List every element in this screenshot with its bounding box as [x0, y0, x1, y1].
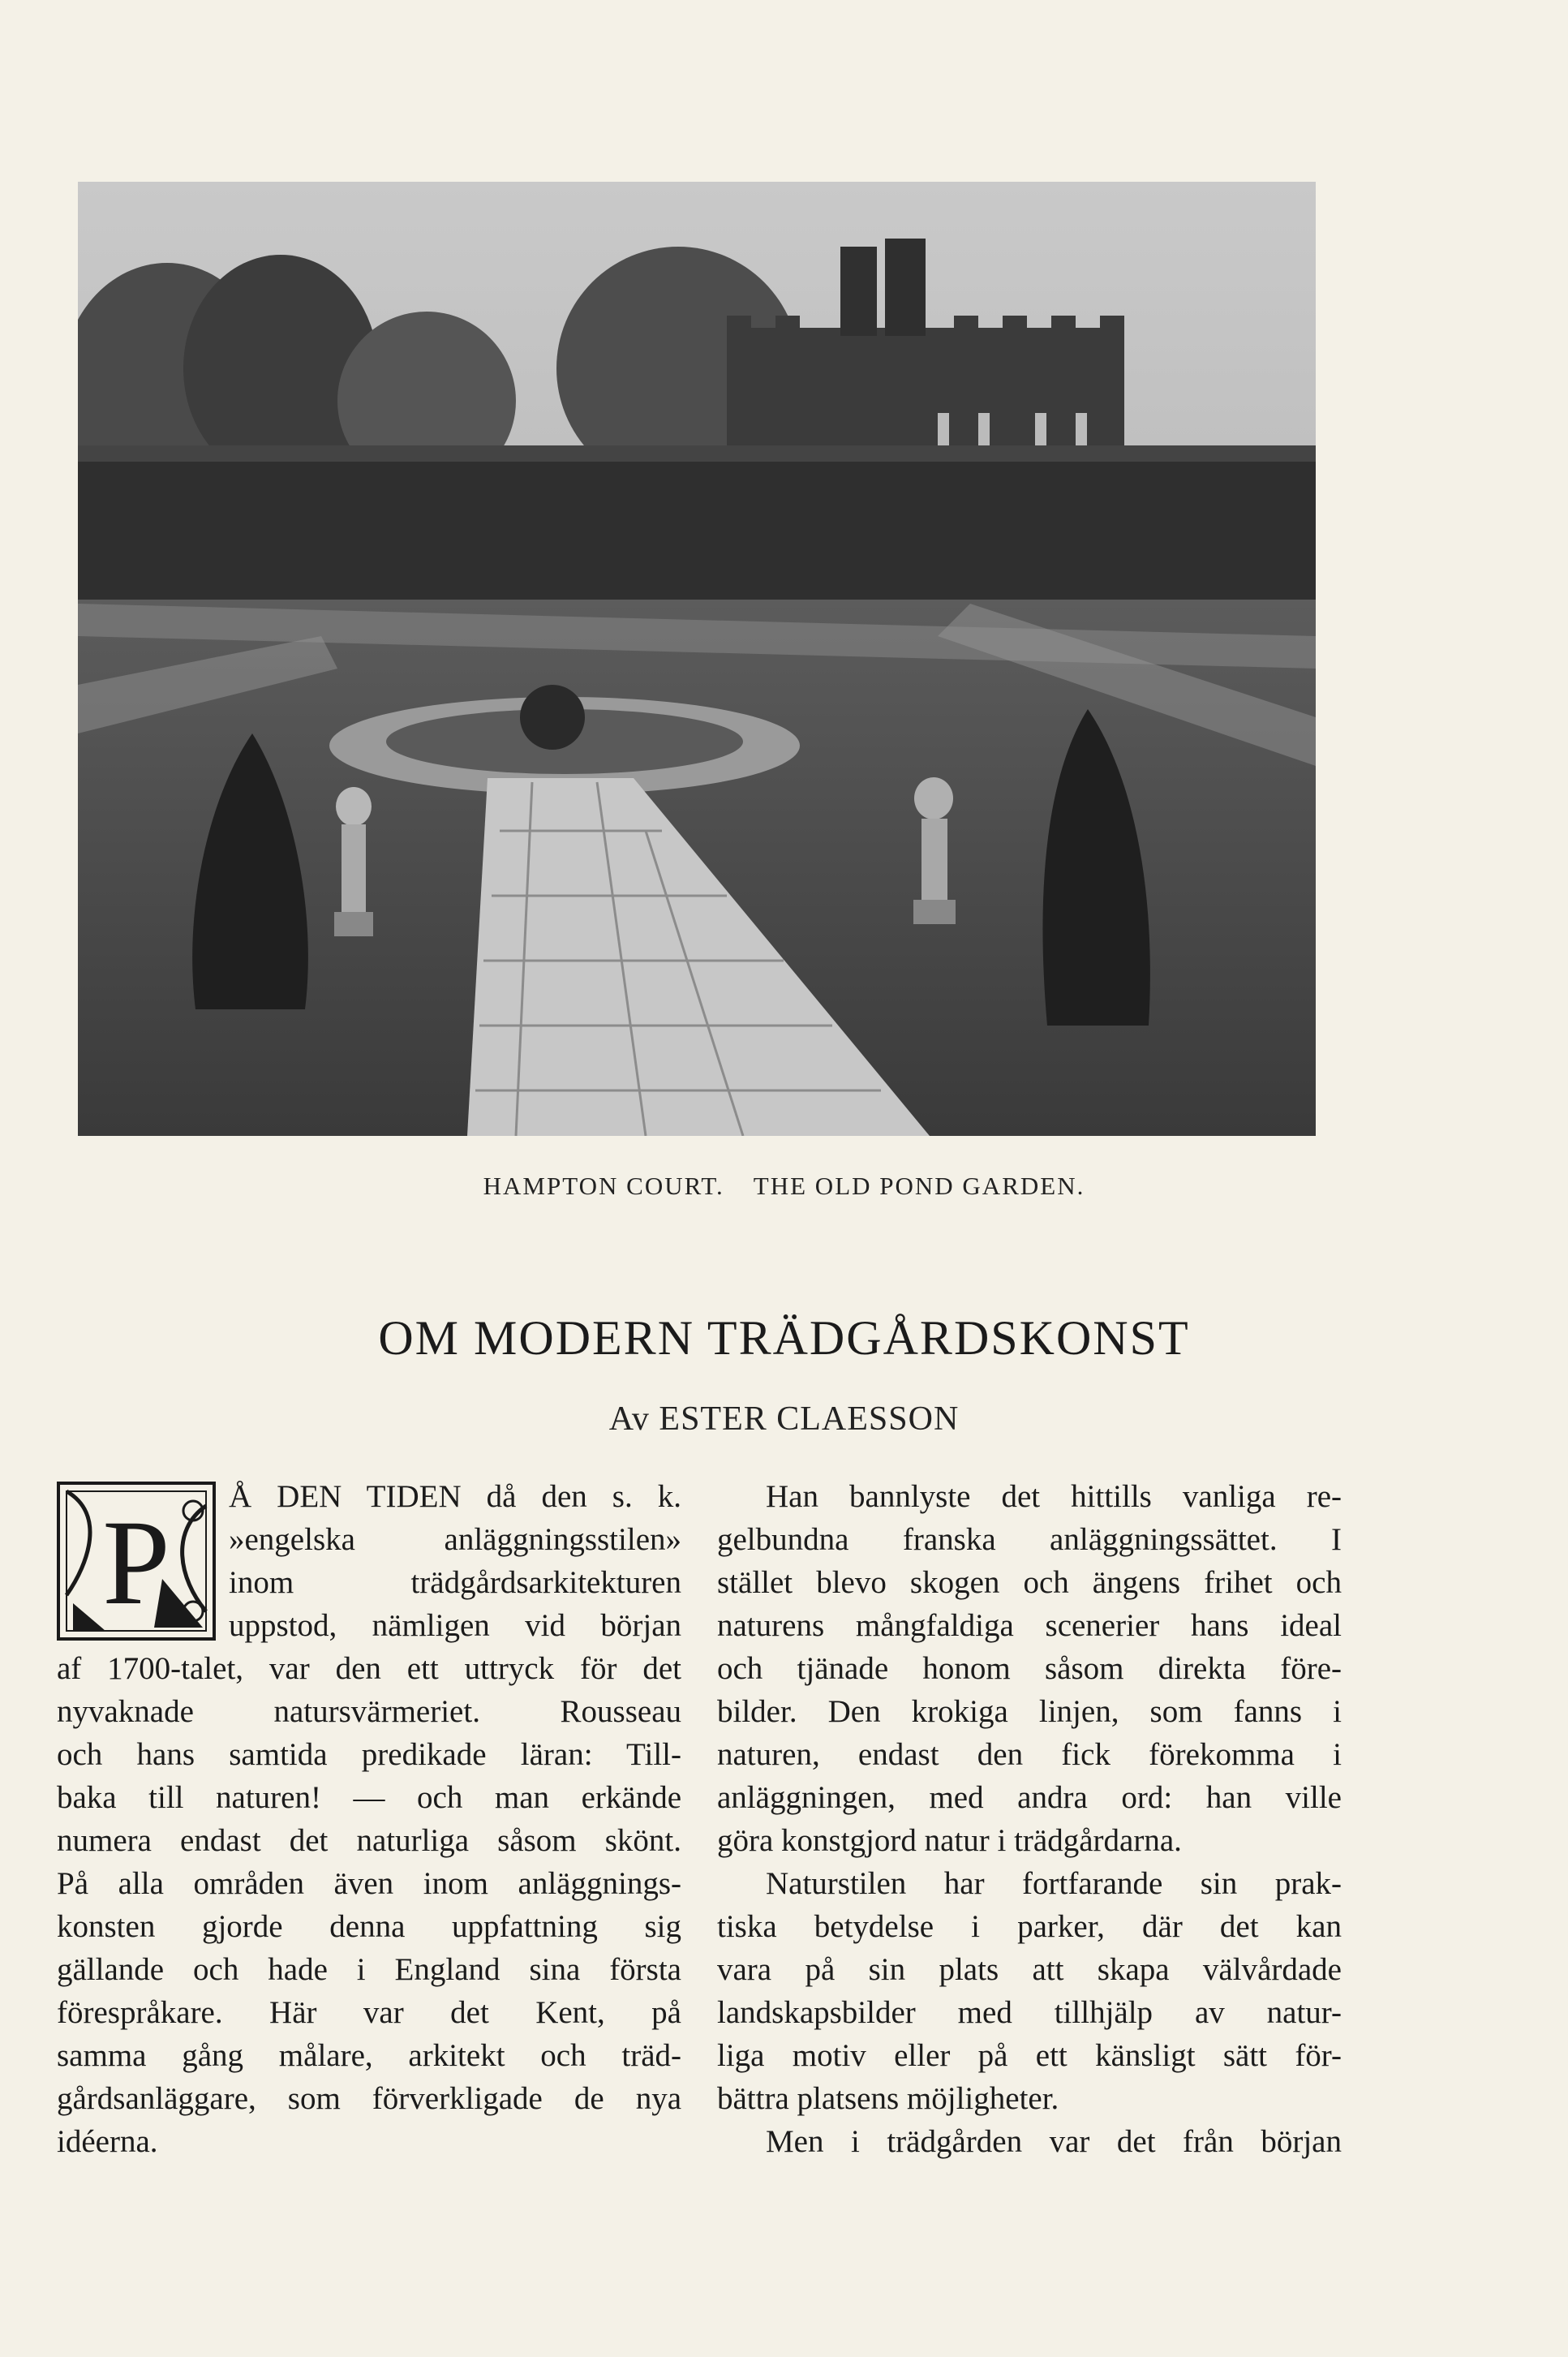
text-line: naturen, endast den fick förekomma i [717, 1737, 1342, 1772]
text-line: bilder. Den krokiga linjen, som fanns i [717, 1694, 1342, 1729]
text-line: samma gång målare, arkitekt och träd- [57, 2038, 681, 2073]
text-line: vara på sin plats att skapa välvårdade [717, 1952, 1342, 1987]
text-line: idéerna. [57, 2124, 158, 2159]
text-line: konsten gjorde denna uppfattning sig [57, 1909, 681, 1944]
text-line: Å DEN TIDEN då den s. k. [229, 1479, 681, 1514]
text-line: anläggningen, med andra ord: han ville [717, 1780, 1342, 1815]
text-line: stället blevo skogen och ängens frihet och [717, 1565, 1342, 1600]
dropcap-initial [57, 1482, 216, 1641]
text-line: uppstod, nämligen vid början [229, 1608, 681, 1643]
text-line: af 1700-talet, var den ett uttryck för det [57, 1651, 681, 1686]
dropcap-paragraph-start [57, 1475, 681, 1647]
article-byline: Av ESTER CLAESSON [608, 1400, 960, 1438]
text-line: och tjänade honom såsom direkta före- [717, 1651, 1342, 1686]
text-line: tiska betydelse i parker, där det kan [717, 1909, 1342, 1944]
text-line: Men i trädgården var det från början [766, 2124, 1342, 2159]
text-line: gårdsanläggare, som förverkligade de nya [57, 2081, 681, 2116]
dropcap-letter: P [102, 1495, 170, 1630]
caption-place: HAMPTON COURT. [483, 1172, 724, 1200]
text-line: gällande och hade i England sina första [57, 1952, 681, 1987]
caption-subject: THE OLD POND GARDEN. [753, 1172, 1085, 1200]
text-line: baka till naturen! — och man erkände [57, 1780, 681, 1815]
text-column-right [717, 1475, 1342, 2163]
garden-photo-icon [78, 182, 1316, 1136]
garden-photo [78, 182, 1316, 1136]
text-line: liga motiv eller på ett känsligt sätt för- [717, 2038, 1342, 2073]
text-line: inom trädgårdsarkitekturen [229, 1565, 681, 1600]
ornamental-initial-icon [57, 1482, 216, 1641]
text-line: numera endast det naturliga såsom skönt. [57, 1823, 681, 1858]
text-line: landskapsbilder med tillhjälp av natur- [717, 1995, 1342, 2030]
text-line: förespråkare. Här var det Kent, på [57, 1995, 681, 2030]
text-line: På alla områden även inom anläggnings- [57, 1866, 681, 1901]
text-line: »engelska anläggningsstilen» [229, 1522, 681, 1557]
article-title: OM MODERN TRÄDGÅRDSKONST [378, 1311, 1190, 1365]
text-line: naturens mångfaldiga scenerier hans ideal [717, 1608, 1342, 1643]
photo-caption [0, 1172, 1568, 1201]
text-line: bättra platsens möjligheter. [717, 2081, 1059, 2116]
text-column-left [57, 1475, 681, 2163]
text-line: nyvaknade natursvärmeriet. Rousseau [57, 1694, 681, 1729]
text-line: Naturstilen har fortfarande sin prak- [766, 1866, 1342, 1901]
text-line: Han bannlyste det hittills vanliga re- [766, 1479, 1342, 1514]
text-line: göra konstgjord natur i trädgårdarna. [717, 1823, 1182, 1858]
text-line: och hans samtida predikade läran: Till- [57, 1737, 681, 1772]
text-line: gelbundna franska anläggningssättet. I [717, 1522, 1342, 1557]
